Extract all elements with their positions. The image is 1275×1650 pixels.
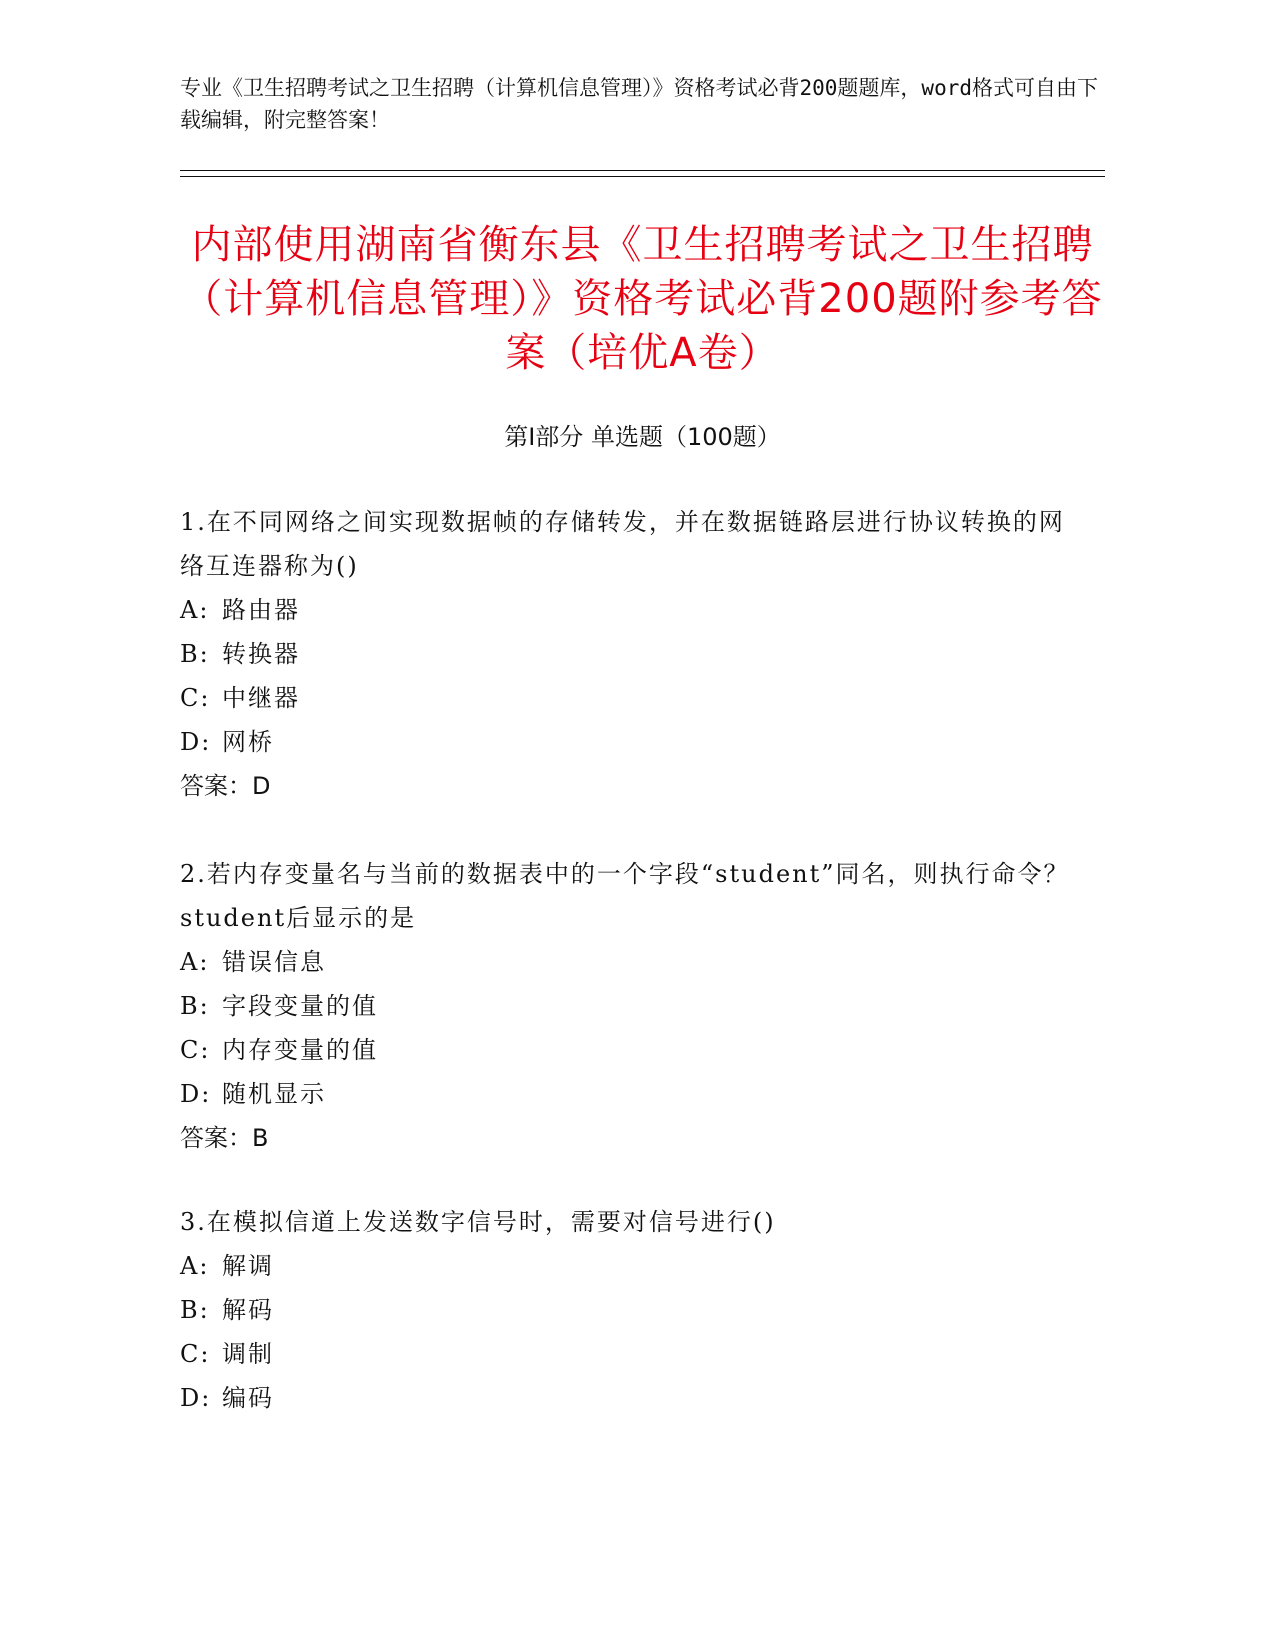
- option-text: 转换器: [222, 640, 300, 668]
- question-3: [180, 1200, 1080, 1420]
- option-text: 中继器: [222, 684, 300, 712]
- option-text: 内存变量的值: [222, 1036, 378, 1064]
- section-heading: 第I部分 单选题（100题）: [504, 423, 781, 451]
- question-text: 3.在模拟信道上发送数字信号时，需要对信号进行(): [180, 1208, 776, 1236]
- option-d: [180, 1072, 1080, 1116]
- question-text: 1.在不同网络之间实现数据帧的存储转发，并在数据链路层进行协议转换的网络互连器称为(): [180, 508, 1065, 580]
- answer-line: [180, 764, 1080, 808]
- option-key: D:: [180, 728, 212, 756]
- option-text: 调制: [222, 1340, 274, 1368]
- answer-line: [180, 1116, 1080, 1160]
- answer-value: B: [252, 1124, 269, 1152]
- question-text: 2.若内存变量名与当前的数据表中的一个字段“student”同名，则执行命令？student后显示的是: [180, 860, 1070, 932]
- option-key: B:: [180, 992, 210, 1020]
- option-key: A:: [180, 1252, 210, 1280]
- option-text: 字段变量的值: [222, 992, 378, 1020]
- option-key: B:: [180, 640, 210, 668]
- option-c: [180, 1332, 1080, 1376]
- option-key: A:: [180, 948, 210, 976]
- answer-label: 答案：: [180, 772, 252, 800]
- header-divider-bottom: [180, 176, 1105, 177]
- answer-value: D: [252, 772, 271, 800]
- option-b: [180, 1288, 1080, 1332]
- option-a: [180, 1244, 1080, 1288]
- option-b: [180, 632, 1080, 676]
- option-key: A:: [180, 596, 210, 624]
- option-c: [180, 676, 1080, 720]
- option-key: B:: [180, 1296, 210, 1324]
- option-key: C:: [180, 1036, 211, 1064]
- option-a: [180, 940, 1080, 984]
- option-text: 网桥: [222, 728, 274, 756]
- option-b: [180, 984, 1080, 1028]
- header-note: 专业《卫生招聘考试之卫生招聘（计算机信息管理）》资格考试必背200题题库，word格式可自由下载编辑，附完整答案！: [180, 76, 1098, 132]
- header-divider-top: [180, 170, 1105, 171]
- option-key: C:: [180, 684, 211, 712]
- option-d: [180, 720, 1080, 764]
- option-key: D:: [180, 1384, 212, 1412]
- answer-label: 答案：: [180, 1124, 252, 1152]
- option-key: C:: [180, 1340, 211, 1368]
- question-2: [180, 852, 1080, 1160]
- option-text: 路由器: [222, 596, 300, 624]
- option-text: 随机显示: [222, 1080, 326, 1108]
- option-text: 解码: [222, 1296, 274, 1324]
- option-c: [180, 1028, 1080, 1072]
- option-a: [180, 588, 1080, 632]
- document-title: 内部使用湖南省衡东县《卫生招聘考试之卫生招聘（计算机信息管理）》资格考试必背200题附参考答案（培优A卷）: [182, 222, 1103, 376]
- question-1: [180, 500, 1080, 808]
- option-key: D:: [180, 1080, 212, 1108]
- option-text: 错误信息: [222, 948, 326, 976]
- option-text: 解调: [222, 1252, 274, 1280]
- option-text: 编码: [222, 1384, 274, 1412]
- option-d: [180, 1376, 1080, 1420]
